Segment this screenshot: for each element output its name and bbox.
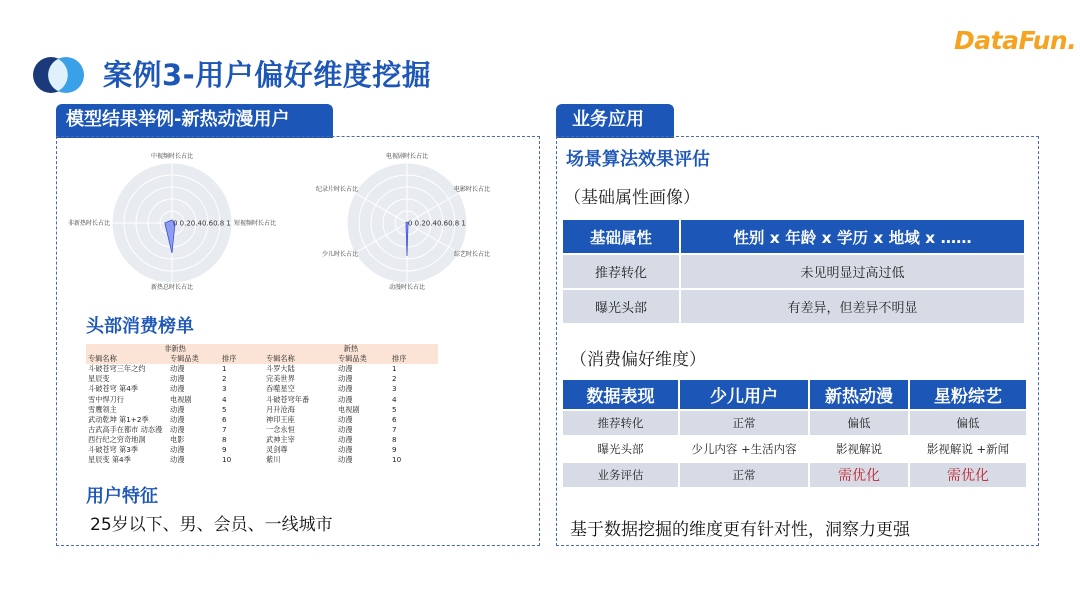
column-header: 少儿用户 [680, 380, 810, 409]
table-cell: 动漫 [338, 374, 353, 384]
table-cell: 8 [222, 434, 227, 444]
table-cell: 2 [222, 374, 227, 384]
table-cell: 动漫 [338, 384, 353, 394]
table-cell: 动漫 [338, 424, 353, 434]
scene-eval-title: 场景算法效果评估 [566, 149, 710, 170]
table-cell: 斗破苍穹年番 [266, 394, 310, 404]
tab-model-results: 模型结果举例-新热动漫用户 [56, 104, 333, 138]
column-header: 专辑品类 [336, 354, 390, 364]
table-cell: 动漫 [338, 414, 353, 424]
status-needs-optimization: 需优化 [910, 463, 1026, 487]
table-cell: 动漫 [170, 455, 185, 465]
column-header: 专辑名称 [86, 354, 168, 364]
radar-axis-label: 动漫时长占比 [388, 284, 426, 291]
table-cell: 电影 [170, 434, 185, 444]
cell: 影视解说 [810, 437, 910, 461]
table-cell: 紫川 [266, 455, 281, 465]
table-cell: 6 [392, 414, 397, 424]
row-label: 业务评估 [563, 463, 680, 487]
table-cell: 古武高手在都市 动态漫 [88, 424, 163, 434]
table-cell: 月升沧海 [266, 404, 295, 414]
table-cell: 斗破苍穹三年之约 [88, 364, 146, 374]
table-cell: 7 [222, 424, 227, 434]
table-row [86, 435, 438, 445]
table-cell: 动漫 [338, 434, 353, 444]
table-row [563, 290, 1024, 323]
cell: 偏低 [910, 411, 1026, 435]
tab-business-application: 业务应用 [556, 104, 674, 138]
radar-axis-label: 电视剧时长占比 [385, 153, 429, 160]
conclusion-text: 基于数据挖掘的维度更有针对性，洞察力更强 [570, 520, 910, 540]
column-header: 排序 [390, 354, 438, 364]
radar-axis-label: 新热总时长占比 [150, 284, 194, 291]
page-title: 案例3-用户偏好维度挖掘 [103, 58, 432, 92]
table-cell: 动漫 [170, 364, 185, 374]
status-needs-optimization: 需优化 [810, 463, 910, 487]
table-cell: 电视剧 [338, 404, 360, 414]
table-row [563, 255, 1024, 288]
radar-axis-label: 少儿时长占比 [321, 251, 358, 258]
row-label: 曝光头部 [563, 437, 680, 461]
table-cell: 电视剧 [170, 394, 192, 404]
table-cell: 4 [222, 394, 227, 404]
table-row [563, 437, 1026, 461]
table-cell: 斗破苍穹 第3季 [88, 444, 138, 454]
radar-axis-label: 中视频时长占比 [150, 153, 194, 160]
table-cell: 动漫 [170, 424, 185, 434]
radar-axis-label: 非新热时长占比 [67, 220, 110, 227]
table-cell: 5 [222, 404, 227, 414]
table-row [86, 374, 438, 384]
user-feature-text: 25岁以下、男、会员、一线城市 [90, 515, 333, 535]
table-cell: 一念永恒 [266, 424, 295, 434]
radar-axis-label: 电影时长占比 [454, 186, 491, 193]
table-cell: 武神主宰 [266, 434, 295, 444]
table-row [86, 384, 438, 394]
cell: 正常 [680, 463, 810, 487]
table-row [86, 394, 438, 404]
group-label-non-new: 非新热 [86, 344, 264, 354]
radar-tick-labels: 0 0.20.40.60.8 1 [173, 219, 231, 228]
table-row [86, 364, 438, 374]
row-label: 曝光头部 [563, 290, 681, 323]
column-header: 专辑品类 [168, 354, 220, 364]
row-label: 推荐转化 [563, 411, 680, 435]
table-cell: 吞噬星空 [266, 384, 295, 394]
table-cell: 斗罗大陆 [266, 364, 295, 374]
table-cell: 动漫 [338, 455, 353, 465]
table-cell: 动漫 [338, 364, 353, 374]
table-cell: 动漫 [170, 414, 185, 424]
column-header: 排序 [220, 354, 264, 364]
pref-dimension-table [563, 378, 1026, 489]
cell: 偏低 [810, 411, 910, 435]
table-cell: 雪中悍刀行 [88, 394, 124, 404]
table-row [86, 455, 438, 465]
table-cell: 2 [392, 374, 397, 384]
table-cell: 斗破苍穹 第4季 [88, 384, 138, 394]
pref-dimension-label: （消费偏好维度） [570, 350, 706, 370]
pref-table-header [563, 380, 1026, 409]
column-header: 专辑名称 [264, 354, 336, 364]
user-feature-title: 用户特征 [86, 486, 158, 507]
table-cell: 4 [392, 394, 397, 404]
table-cell: 神印王座 [266, 414, 295, 424]
table-cell: 动漫 [170, 444, 185, 454]
basic-table-header [563, 220, 1024, 253]
ranking-group-row [86, 344, 438, 354]
table-cell: 完美世界 [266, 374, 295, 384]
table-cell: 动漫 [338, 394, 353, 404]
table-cell: 3 [392, 384, 397, 394]
radar-tick-labels: 0 0.20.40.60.8 1 [408, 219, 466, 228]
table-cell: 西行纪之穷奇地洞 [88, 434, 146, 444]
column-header: 数据表现 [563, 380, 680, 409]
table-cell: 6 [222, 414, 227, 424]
cell: 少儿内容 +生活内容 [680, 437, 810, 461]
table-cell: 1 [222, 364, 227, 374]
table-cell: 动漫 [170, 384, 185, 394]
table-cell: 9 [392, 444, 397, 454]
table-row [563, 463, 1026, 487]
table-cell: 动漫 [170, 404, 185, 414]
table-cell: 3 [222, 384, 227, 394]
table-cell: 武动乾坤 第1+2季 [88, 414, 149, 424]
ranking-table [86, 344, 438, 465]
datafun-logo: DataFun. [954, 26, 1077, 55]
basic-attr-table [563, 218, 1024, 325]
basic-attr-label: （基础属性画像） [564, 188, 700, 208]
radar-axis-label: 短视频时长占比 [234, 220, 277, 227]
table-row [86, 445, 438, 455]
radar-chart-duration-share [60, 146, 300, 296]
row-value: 未见明显过高过低 [681, 255, 1024, 288]
table-row [563, 411, 1026, 435]
table-cell: 9 [222, 444, 227, 454]
table-cell: 灵剑尊 [266, 444, 288, 454]
table-cell: 10 [222, 455, 232, 465]
row-label: 推荐转化 [563, 255, 681, 288]
table-cell: 雪鹰领主 [88, 404, 117, 414]
table-row [86, 405, 438, 415]
cell: 正常 [680, 411, 810, 435]
table-cell: 星辰变 [88, 374, 110, 384]
table-row [86, 425, 438, 435]
column-header: 新热动漫 [810, 380, 910, 409]
table-cell: 7 [392, 424, 397, 434]
table-cell: 动漫 [338, 444, 353, 454]
radar-chart-category-share [300, 146, 500, 296]
radar-axis-label: 综艺时长占比 [454, 251, 491, 258]
table-cell: 星辰变 第4季 [88, 455, 131, 465]
table-cell: 动漫 [170, 374, 185, 384]
table-cell: 8 [392, 434, 397, 444]
column-header: 基础属性 [563, 220, 681, 253]
cell: 影视解说 +新闻 [910, 437, 1026, 461]
table-cell: 1 [392, 364, 397, 374]
column-header: 星粉综艺 [910, 380, 1026, 409]
row-value: 有差异，但差异不明显 [681, 290, 1024, 323]
ranking-header-row [86, 354, 438, 364]
table-row [86, 415, 438, 425]
table-cell: 10 [392, 455, 402, 465]
radar-axis-label: 纪录片时长占比 [315, 186, 358, 193]
column-header: 性别 x 年龄 x 学历 x 地域 x …… [681, 220, 1024, 253]
title-circles-icon [32, 55, 86, 95]
table-cell: 5 [392, 404, 397, 414]
group-label-new: 新热 [264, 344, 438, 354]
consume-ranking-title: 头部消费榜单 [86, 316, 194, 337]
